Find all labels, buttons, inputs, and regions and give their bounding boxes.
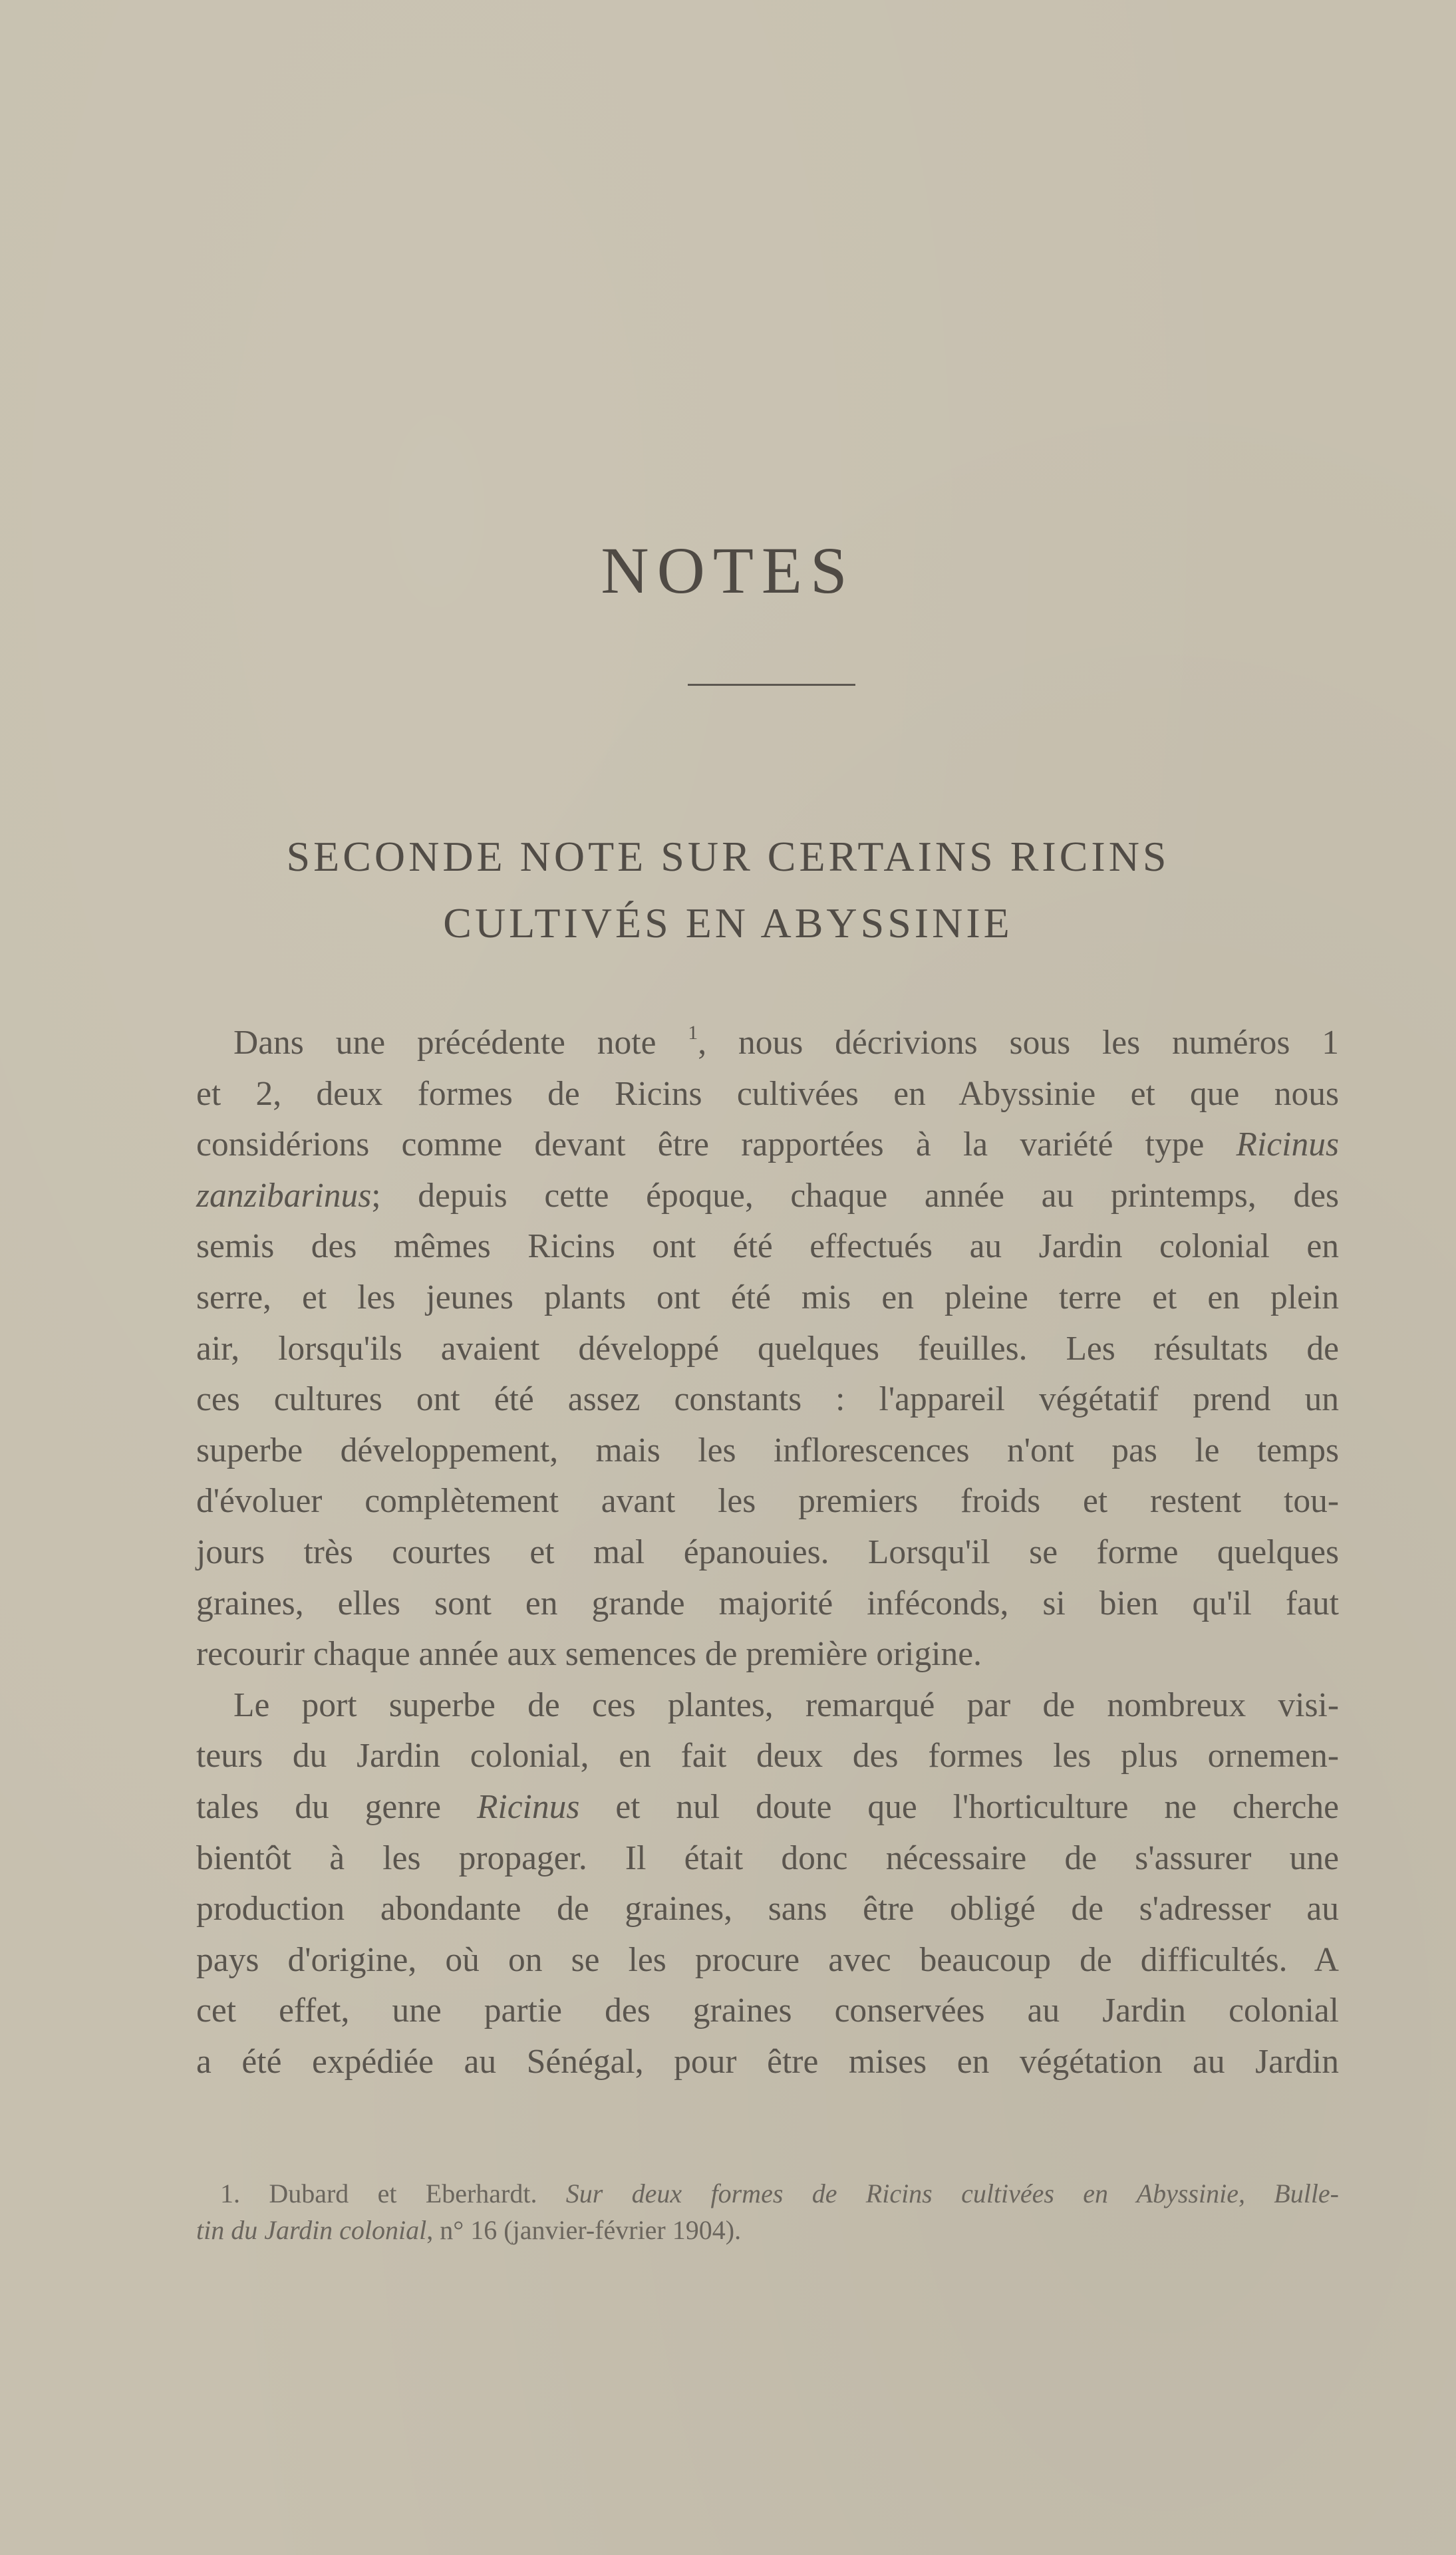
- article-title-line-2: CULTIVÉS EN ABYSSINIE: [443, 899, 1013, 947]
- text-line: tales du genre Ricinus et nul doute que l'horticulture ne cherche: [196, 1787, 1339, 1826]
- text-line: a été expédiée au Sénégal, pour être mises en végétation au Jardin: [196, 2042, 1339, 2081]
- footnote-line: tin du Jardin colonial, n° 16 (janvier-février 1904).: [196, 2215, 742, 2245]
- article-body: [196, 1018, 1339, 2087]
- text-line: d'évoluer complètement avant les premiers froids et restent tou-: [196, 1482, 1339, 1521]
- text-line: superbe développement, mais les inflorescences n'ont pas le temps: [196, 1431, 1339, 1469]
- text-line: zanzibarinus; depuis cette époque, chaque année au printemps, des: [196, 1176, 1339, 1215]
- article-title: [0, 824, 1456, 957]
- text-line: et 2, deux formes de Ricins cultivées en Abyssinie et que nous: [196, 1074, 1339, 1113]
- text-line: recourir chaque année aux semences de première origine.: [196, 1635, 982, 1674]
- footnote-reference[interactable]: 1: [688, 1022, 698, 1044]
- text-line: production abondante de graines, sans être obligé de s'adresser au: [196, 1890, 1339, 1928]
- text-line: Dans une précédente note $^1$, nous décrivions sous les numéros 1: [233, 1022, 1339, 1062]
- text-line: graines, elles sont en grande majorité inféconds, si bien qu'il faut: [196, 1584, 1339, 1622]
- article-title-line-1: SECONDE NOTE SUR CERTAINS RICINS: [286, 833, 1170, 880]
- text-line: semis des mêmes Ricins ont été effectués au Jardin colonial en: [196, 1227, 1339, 1266]
- text-line: cet effet, une partie des graines conservées au Jardin colonial: [196, 1992, 1339, 2030]
- footnote-number: 1.: [220, 2179, 240, 2208]
- text-line: teurs du Jardin colonial, en fait deux des formes les plus ornemen-: [196, 1737, 1339, 1775]
- text-line: Le port superbe de ces plantes, remarqué par de nombreux visi-: [233, 1686, 1339, 1724]
- text-line: serre, et les jeunes plants ont été mis en pleine terre et en plein: [196, 1278, 1339, 1316]
- text-line: air, lorsqu'ils avaient développé quelques feuilles. Les résultats de: [196, 1329, 1339, 1368]
- footnote: [196, 2175, 1339, 2248]
- section-title: NOTES: [601, 533, 855, 607]
- footnote-line: 1. Dubard et Eberhardt. Sur deux formes de Ricins cultivées en Abyssinie, Bulle-: [196, 2175, 1339, 2212]
- text-line: jours très courtes et mal épanouies. Lorsqu'il se forme quelques: [196, 1533, 1339, 1571]
- text-line: considérions comme devant être rapportées à la variété type Ricinus: [196, 1126, 1339, 1164]
- text-line: ces cultures ont été assez constants : l'appareil végétatif prend un: [196, 1380, 1339, 1419]
- text-line: pays d'origine, où on se les procure avec beaucoup de difficultés. A: [196, 1940, 1339, 1979]
- title-rule: [688, 684, 855, 686]
- text-line: bientôt à les propager. Il était donc nécessaire de s'assurer une: [196, 1839, 1339, 1877]
